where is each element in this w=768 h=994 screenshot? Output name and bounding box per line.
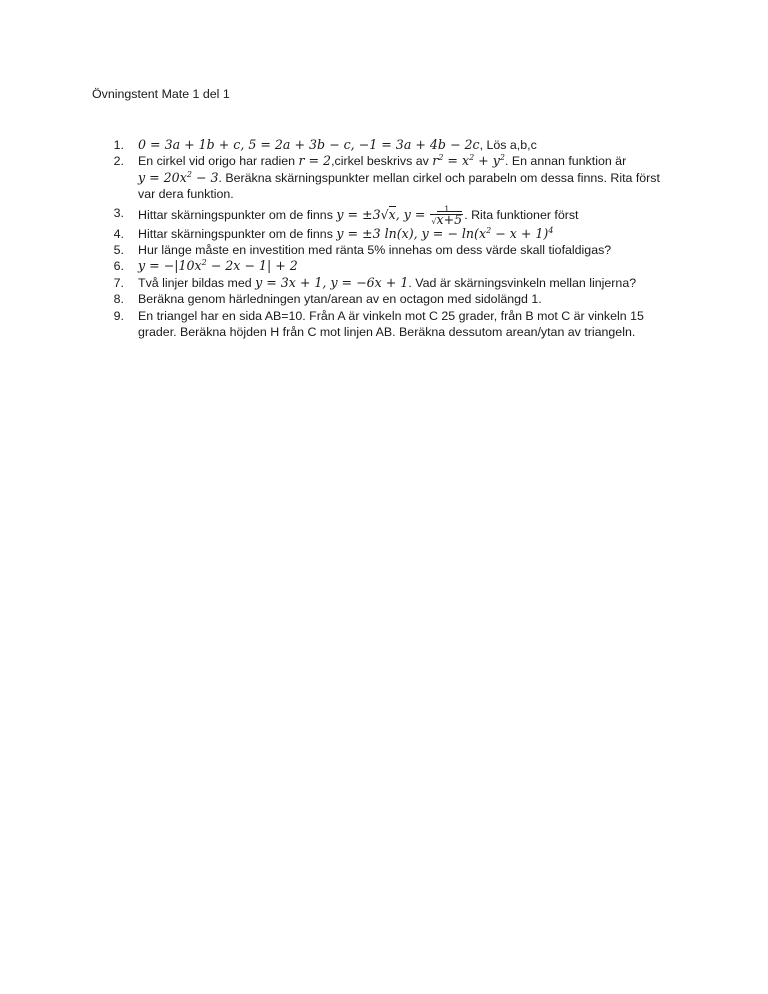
question-1 <box>100 137 680 153</box>
question-text: Hur länge måste en investition med ränta 5% innehas om dess värde skall tiofaldigas? <box>138 243 612 258</box>
question-text: En triangel har en sida AB=10. Från A är vinkeln mot C 25 grader, från B mot C är vinkeln 15 grader. Beräkna höjden H från C mot linjen AB. Beräkna dessutom arean/ytan av triangeln. <box>138 308 644 340</box>
fraction: $\frac{1}{√x+5}$ <box>431 204 463 227</box>
question-text: . Rita funktioner först <box>464 207 579 222</box>
question-text: Hittar skärningspunkter om de finns <box>138 226 337 241</box>
circle-equation: $r^2 = x^2 + y^2$ <box>432 153 505 169</box>
question-number: 1. <box>113 138 124 152</box>
function-expressions: y = ±3√x, y = <box>336 206 430 222</box>
question-text: . Vad är skärningsvinkeln mellan linjerna? <box>408 275 637 290</box>
question-text: . En annan funktion är <box>504 154 627 169</box>
question-number: 7. <box>113 275 124 290</box>
question-number: 5. <box>113 243 124 258</box>
equation-system: 0 = 3a + 1b + c, 5 = 2a + 3b − c, −1 = 3a + 4b − 2c <box>138 137 480 152</box>
question-2 <box>100 153 680 202</box>
question-number: 2. <box>113 154 124 169</box>
question-6 <box>100 258 680 274</box>
question-text: ,cirkel beskrivs av <box>331 154 433 169</box>
question-number: 9. <box>113 308 124 323</box>
question-text: Hittar skärningspunkter om de finns <box>138 207 337 222</box>
question-9 <box>100 308 680 341</box>
question-8 <box>100 291 680 307</box>
function-expressions: y = ±3 ln(x), y = − $\ln(x^2 - x + 1)^4$ <box>336 225 554 241</box>
question-list <box>100 137 680 340</box>
function-expression: $y = -|10x^2 - 2x - 1| + 2$ <box>138 258 298 274</box>
question-number: 3. <box>113 205 124 220</box>
question-text: Två linjer bildas med <box>138 275 256 290</box>
line-equations: y = 3x + 1, y = −6x + 1 <box>255 274 409 290</box>
question-number: 6. <box>113 259 124 274</box>
question-3 <box>100 205 680 226</box>
radius-expression: r = 2 <box>298 153 332 169</box>
question-text: , Lös a,b,c <box>479 138 537 152</box>
question-text: . Beräkna skärningspunkter mellan cirkel och parabeln om dessa finns. Rita först var dera funktion. <box>138 170 660 202</box>
question-text: Beräkna genom härledningen ytan/arean av en octagon med sidolängd 1. <box>138 292 542 307</box>
document-title: Övningstent Mate 1 del 1 <box>92 87 230 101</box>
question-4 <box>100 226 680 242</box>
question-text: En cirkel vid origo har radien <box>138 154 299 169</box>
question-number: 4. <box>113 226 124 241</box>
question-number: 8. <box>113 292 124 307</box>
question-5 <box>100 242 680 258</box>
parabola-equation: $y = 20x^2 - 3$ <box>138 169 219 185</box>
question-7 <box>100 275 680 291</box>
